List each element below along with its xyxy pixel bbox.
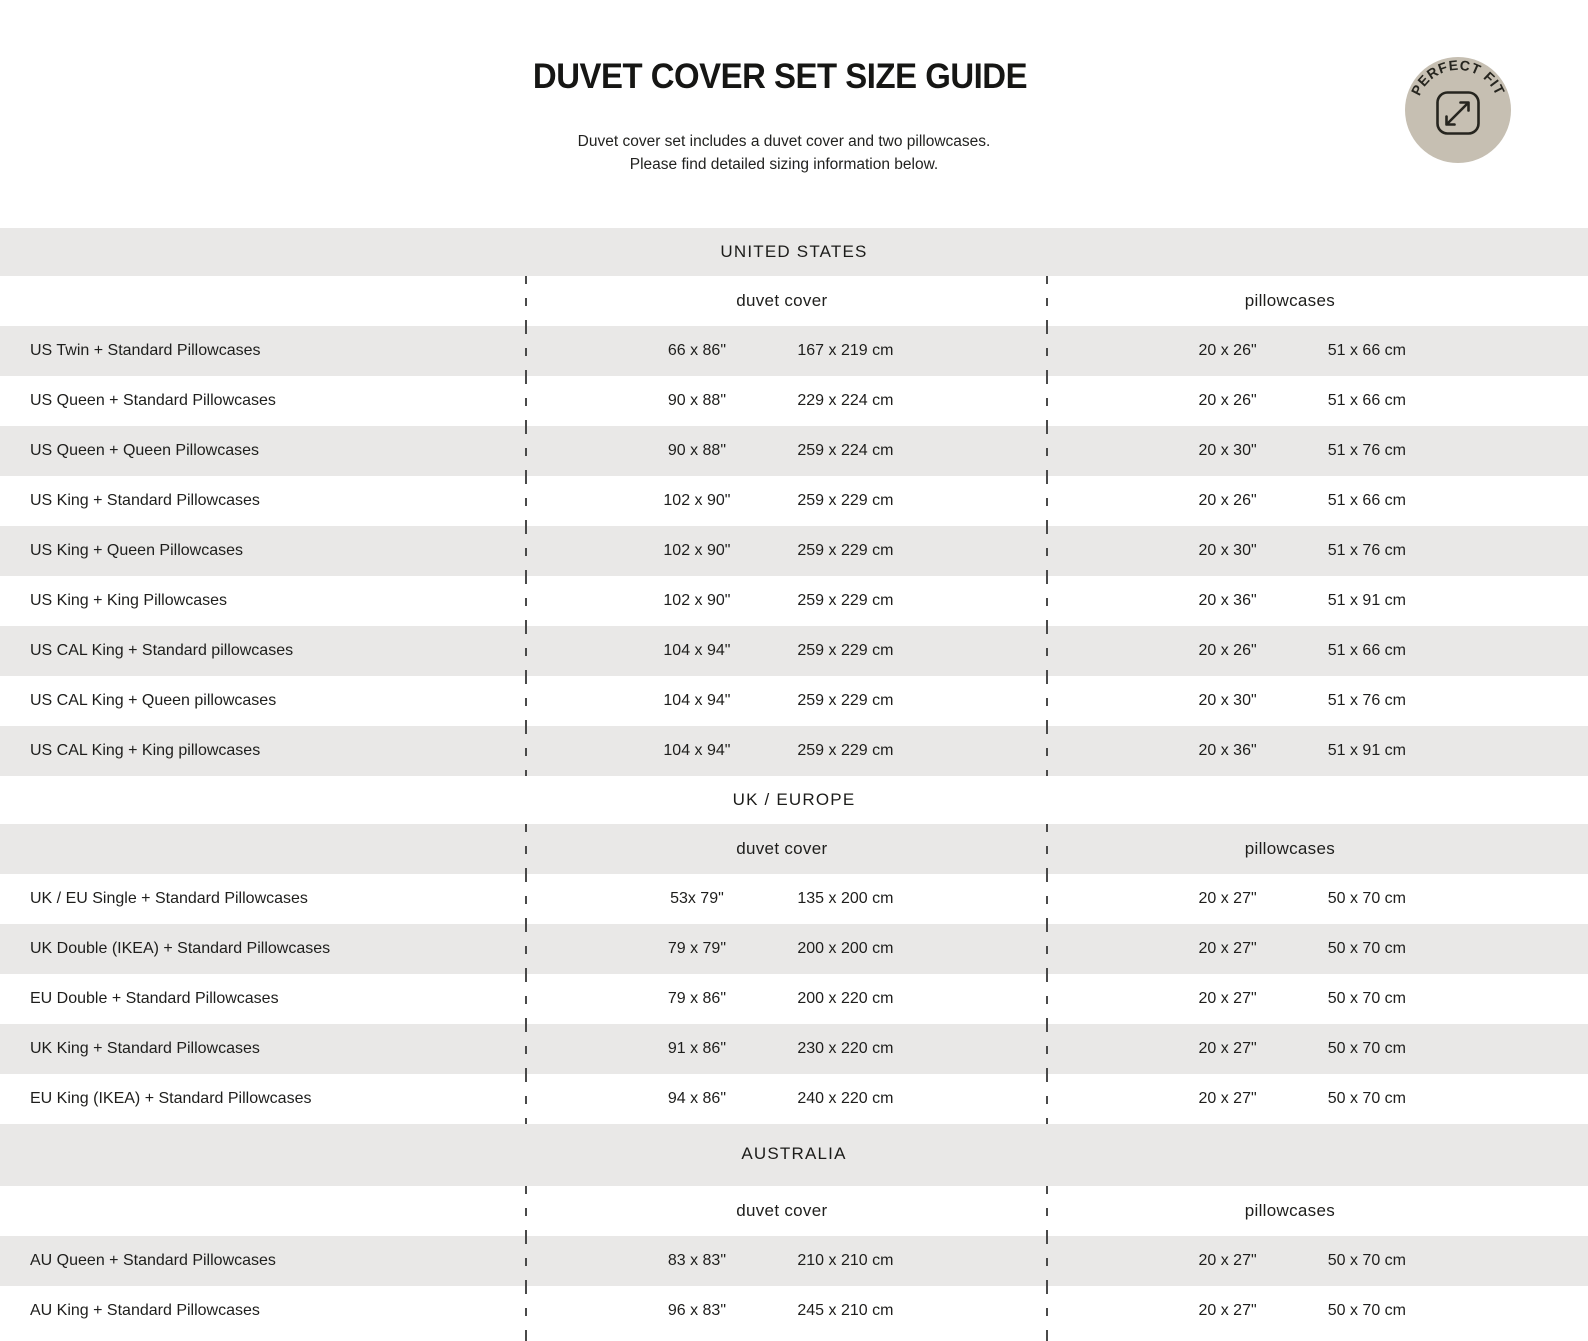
pillowcase-size-cm: 50 x 70 cm [1327, 940, 1406, 957]
duvet-size-cm: 230 x 220 cm [797, 1040, 894, 1057]
row-label: UK Double (IKEA) + Standard Pillowcases [30, 940, 331, 957]
row-label: US King + Standard Pillowcases [30, 492, 260, 509]
page-title: DUVET COVER SET SIZE GUIDE [532, 57, 1028, 96]
table-row [0, 1286, 1588, 1336]
pillowcase-size-cm: 51 x 66 cm [1327, 492, 1406, 509]
duvet-size-cm: 167 x 219 cm [797, 342, 894, 359]
table-row [0, 326, 1588, 376]
row-label: EU Double + Standard Pillowcases [30, 990, 279, 1007]
duvet-size-inches: 90 x 88" [667, 392, 727, 409]
column-header-pillowcases: pillowcases [1244, 839, 1336, 858]
pillowcase-size-cm: 51 x 76 cm [1327, 442, 1406, 459]
row-label: UK / EU Single + Standard Pillowcases [30, 890, 308, 907]
pillowcase-size-cm: 51 x 76 cm [1327, 692, 1406, 709]
pillowcase-size-inches: 20 x 26" [1198, 392, 1257, 409]
table-row-clipped [0, 1336, 1588, 1341]
row-label: US CAL King + King pillowcases [30, 742, 261, 759]
size-table [0, 228, 1588, 1341]
row-label: EU King (IKEA) + Standard Pillowcases [30, 1090, 312, 1107]
page-subtitle-line1: Duvet cover set includes a duvet cover and two pillowcases. [577, 133, 991, 150]
table-row [0, 974, 1588, 1024]
row-label: UK King + Standard Pillowcases [30, 1040, 260, 1057]
column-header-row [0, 824, 1588, 874]
duvet-size-cm: 240 x 220 cm [797, 1090, 894, 1107]
pillowcase-size-cm: 51 x 91 cm [1327, 592, 1406, 609]
table-row [0, 476, 1588, 526]
row-label: US Queen + Queen Pillowcases [30, 442, 260, 459]
duvet-size-cm: 259 x 224 cm [797, 442, 894, 459]
duvet-size-cm: 259 x 229 cm [797, 642, 894, 659]
column-header-pillowcases: pillowcases [1244, 1201, 1336, 1220]
pillowcase-size-cm: 51 x 66 cm [1327, 392, 1406, 409]
table-row [0, 924, 1588, 974]
section-title: UK / EUROPE [732, 790, 856, 809]
duvet-size-cm: 259 x 229 cm [797, 742, 894, 759]
pillowcase-size-cm: 51 x 91 cm [1327, 742, 1406, 759]
column-header-pillowcases: pillowcases [1244, 291, 1336, 310]
column-header-duvet-cover: duvet cover [736, 839, 828, 858]
duvet-size-inches: 79 x 86" [667, 990, 727, 1007]
duvet-size-inches: 102 x 90" [663, 542, 731, 559]
pillowcase-size-cm: 50 x 70 cm [1327, 1252, 1406, 1269]
duvet-size-inches: 90 x 88" [667, 442, 727, 459]
pillowcase-size-inches: 20 x 27" [1198, 1040, 1257, 1057]
row-label: US King + Queen Pillowcases [30, 542, 243, 559]
duvet-size-inches: 104 x 94" [663, 692, 731, 709]
row-label: US CAL King + Queen pillowcases [30, 692, 277, 709]
duvet-size-inches: 102 x 90" [663, 492, 731, 509]
table-row [0, 626, 1588, 676]
page-header [0, 0, 1588, 228]
table-row [0, 526, 1588, 576]
table-row [0, 426, 1588, 476]
table-row [0, 726, 1588, 776]
duvet-size-cm: 245 x 210 cm [797, 1302, 894, 1319]
column-header-row [0, 1186, 1588, 1236]
row-label: US King + King Pillowcases [30, 592, 227, 609]
pillowcase-size-inches: 20 x 30" [1198, 692, 1257, 709]
table-row [0, 1024, 1588, 1074]
section-title: AUSTRALIA [741, 1144, 847, 1163]
section-title: UNITED STATES [720, 242, 868, 261]
pillowcase-size-inches: 20 x 36" [1198, 592, 1257, 609]
table-row [0, 676, 1588, 726]
duvet-size-inches: 91 x 86" [667, 1040, 727, 1057]
pillowcase-size-inches: 20 x 27" [1198, 890, 1257, 907]
pillowcase-size-inches: 20 x 30" [1198, 542, 1257, 559]
duvet-size-cm: 135 x 200 cm [797, 890, 894, 907]
pillowcase-size-inches: 20 x 30" [1198, 442, 1257, 459]
page-subtitle-line2: Please find detailed sizing information below. [629, 156, 939, 173]
duvet-size-inches: 83 x 83" [667, 1252, 727, 1269]
row-label: AU King + Standard Pillowcases [30, 1302, 260, 1319]
column-header-duvet-cover: duvet cover [736, 1201, 828, 1220]
pillowcase-size-inches: 20 x 27" [1198, 1302, 1257, 1319]
pillowcase-size-cm: 50 x 70 cm [1327, 1090, 1406, 1107]
duvet-size-cm: 259 x 229 cm [797, 692, 894, 709]
pillowcase-size-inches: 20 x 26" [1198, 342, 1257, 359]
duvet-size-cm: 259 x 229 cm [797, 542, 894, 559]
row-label: US CAL King + Standard pillowcases [30, 642, 294, 659]
duvet-size-inches: 104 x 94" [663, 742, 731, 759]
row-label: US Queen + Standard Pillowcases [30, 392, 276, 409]
row-label: US Twin + Standard Pillowcases [30, 342, 261, 359]
duvet-size-inches: 94 x 86" [667, 1090, 727, 1107]
pillowcase-size-inches: 20 x 27" [1198, 940, 1257, 957]
duvet-size-cm: 259 x 229 cm [797, 592, 894, 609]
table-row [0, 874, 1588, 924]
column-header-duvet-cover: duvet cover [736, 291, 828, 310]
duvet-size-cm: 229 x 224 cm [797, 392, 894, 409]
duvet-size-cm: 259 x 229 cm [797, 492, 894, 509]
badge-label: PERFECT FIT [1407, 56, 1509, 98]
pillowcase-size-cm: 51 x 66 cm [1327, 342, 1406, 359]
duvet-size-cm: 200 x 220 cm [797, 990, 894, 1007]
perfect-fit-badge-graphic [1404, 56, 1512, 164]
pillowcase-size-cm: 50 x 70 cm [1327, 890, 1406, 907]
pillowcase-size-inches: 20 x 27" [1198, 990, 1257, 1007]
pillowcase-size-inches: 20 x 26" [1198, 492, 1257, 509]
section-header-australia [0, 1124, 1588, 1186]
pillowcase-size-cm: 51 x 66 cm [1327, 642, 1406, 659]
duvet-size-inches: 66 x 86" [667, 342, 727, 359]
table-row [0, 1074, 1588, 1124]
duvet-size-inches: 53x 79" [670, 890, 724, 907]
table-row [0, 576, 1588, 626]
duvet-size-inches: 96 x 83" [667, 1302, 727, 1319]
duvet-size-inches: 79 x 79" [667, 940, 727, 957]
section-header-united-states [0, 228, 1588, 276]
duvet-size-inches: 104 x 94" [663, 642, 731, 659]
page-subtitle [0, 130, 1568, 176]
duvet-size-cm: 210 x 210 cm [797, 1252, 894, 1269]
duvet-size-cm: 200 x 200 cm [797, 940, 894, 957]
pillowcase-size-inches: 20 x 27" [1198, 1252, 1257, 1269]
pillowcase-size-inches: 20 x 27" [1198, 1090, 1257, 1107]
perfect-fit-badge [1404, 56, 1512, 164]
pillowcase-size-inches: 20 x 36" [1198, 742, 1257, 759]
table-row [0, 1236, 1588, 1286]
row-label: AU Queen + Standard Pillowcases [30, 1252, 276, 1269]
pillowcase-size-inches: 20 x 26" [1198, 642, 1257, 659]
table-row [0, 376, 1588, 426]
duvet-size-inches: 102 x 90" [663, 592, 731, 609]
column-header-row [0, 276, 1588, 326]
pillowcase-size-cm: 50 x 70 cm [1327, 1302, 1406, 1319]
pillowcase-size-cm: 50 x 70 cm [1327, 1040, 1406, 1057]
pillowcase-size-cm: 51 x 76 cm [1327, 542, 1406, 559]
section-header-uk-europe [0, 776, 1588, 824]
pillowcase-size-cm: 50 x 70 cm [1327, 990, 1406, 1007]
